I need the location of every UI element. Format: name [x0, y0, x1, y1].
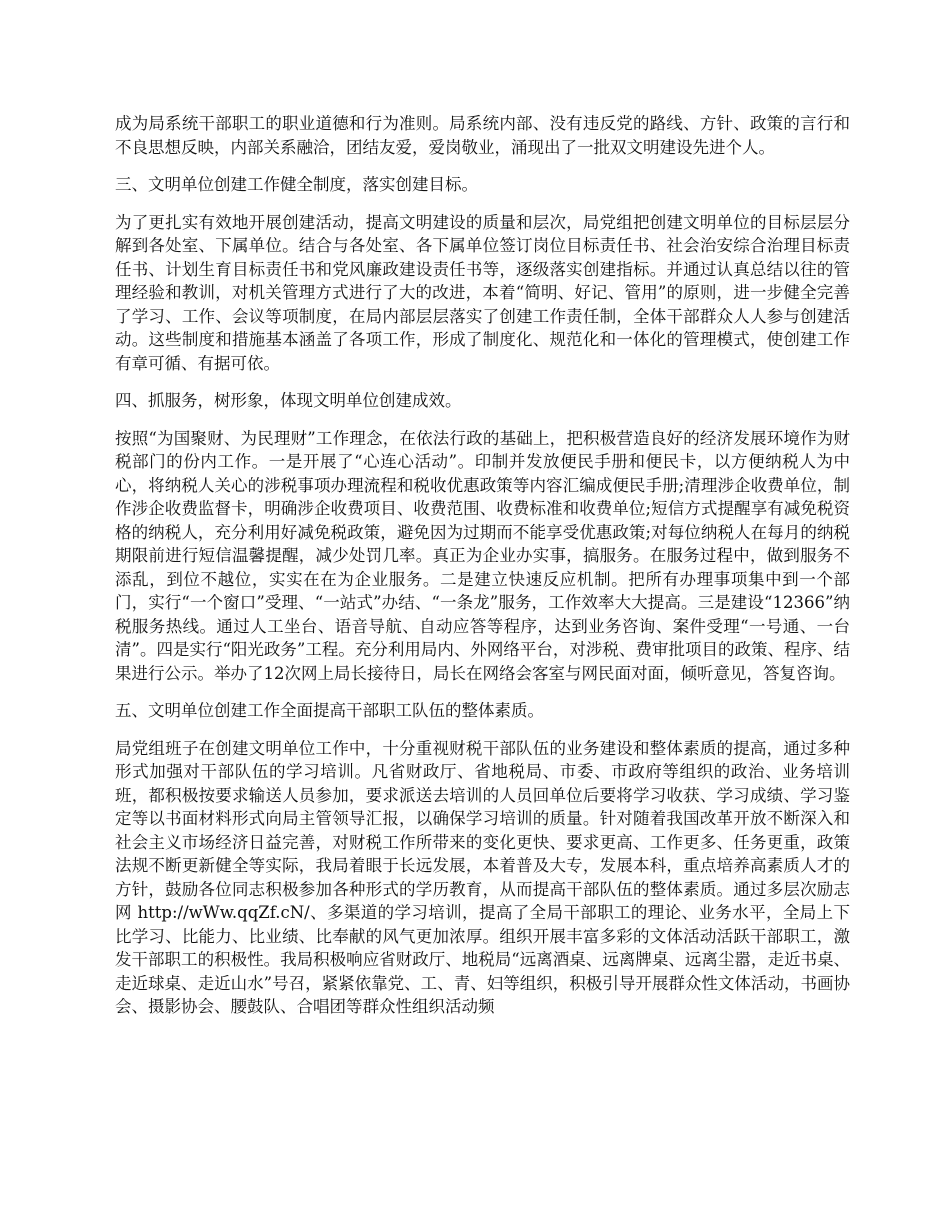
body-paragraph-3: 按照“为国聚财、为民理财”工作理念，在依法行政的基础上，把积极营造良好的经济发展环境作为财税部门的份内工作。一是开展了“心连心活动”。印制并发放便民手册和便民卡，以方便纳税人为中心，将纳税人关心的涉税事项办理流程和税收优惠政策等内容汇编成便民手册;清理涉企收费单位，制作涉企收费监督卡，明确涉企收费项目、收费范围、收费标准和收费单位;短信方式提醒享有减免税资格的纳税人，充分利用好减免税政策，避免因为过期而不能享受优惠政策;对每位纳税人在每月的纳税期限前进行短信温馨提醒，减少处罚几率。真正为企业办实事，搞服务。在服务过程中，做到服务不添乱，到位不越位，实实在在为企业服务。二是建立快速反应机制。把所有办理事项集中到一个部门，实行“一个窗口”受理、“一站式”办结、“一条龙”服务，工作效率大大提高。三是建设“12366”纳税服务热线。通过人工坐台、语音导航、自动应答等程序，达到业务咨询、案件受理“一号通、一台清”。四是实行“阳光政务”工程。充分利用局内、外网络平台，对涉税、费审批项目的政策、程序、结果进行公示。举办了12次网上局长接待日，局长在网络会客室与网民面对面，倾听意见，答复咨询。 — [115, 428, 850, 683]
body-paragraph-1: 成为局系统干部职工的职业道德和行为准则。局系统内部、没有违反党的路线、方针、政策的言行和不良思想反映，内部关系融洽，团结友爱，爱岗敬业，涌现出了一批双文明建设先进个人。 — [115, 114, 850, 157]
section-heading-4: 四、抓服务，树形象，体现文明单位创建成效。 — [115, 391, 462, 410]
body-paragraph-2: 为了更扎实有效地开展创建活动，提高文明建设的质量和层次，局党组把创建文明单位的目标层层分解到各处室、下属单位。结合与各处室、各下属单位签订岗位目标责任书、社会治安综合治理目标责任书、计划生育目标责任书和党风廉政建设责任书等，逐级落实创建指标。并通过认真总结以往的管理经验和教训，对机关管理方式进行了大的改进，本着“简明、好记、管用”的原则，进一步健全完善了学习、工作、会议等项制度，在局内部层层落实了创建工作责任制，全体干部群众人人参与创建活动。这些制度和措施基本涵盖了各项工作，形成了制度化、规范化和一体化的管理模式，使创建工作有章可循、有据可依。 — [115, 212, 850, 373]
section-heading-3: 三、文明单位创建工作健全制度，落实创建目标。 — [115, 175, 478, 194]
section-heading-5: 五、文明单位创建工作全面提高干部职工队伍的整体素质。 — [115, 701, 544, 720]
body-paragraph-4: 局党组班子在创建文明单位工作中，十分重视财税干部队伍的业务建设和整体素质的提高，通过多种形式加强对干部队伍的学习培训。凡省财政厅、省地税局、市委、市政府等组织的政治、业务培训班，都积极按要求输送人员参加，要求派送去培训的人员回单位后要将学习收获、学习成绩、学习鉴定等以书面材料形式向局主管领导汇报，以确保学习培训的质量。针对随着我国改革开放不断深入和社会主义市场经济日益完善，对财税工作所带来的变化更快、要求更高、工作更多、任务更重，政策法规不断更新健全等实际，我局着眼于长远发展，本着普及大专，发展本科，重点培养高素质人才的方针，鼓励各位同志积极参加各种形式的学历教育，从而提高干部队伍的整体素质。通过多层次励志网 http://wWw.qqZf.cN/、多渠道的学习培训，提高了全局干部职工的理论、业务水平，全局上下比学习、比能力、比业绩、比奉献的风气更加浓厚。组织开展丰富多彩的文体活动活跃干部职工，激发干部职工的积极性。我局积极响应省财政厅、地税局“远离酒桌、远离牌桌、远离尘嚣，走近书桌、走近球桌、走近山水”号召，紧紧依靠党、工、青、妇等组织，积极引导开展群众性文体活动，书画协会、摄影协会、腰鼓队、合唱团等群众性组织活动频 — [115, 738, 850, 1016]
